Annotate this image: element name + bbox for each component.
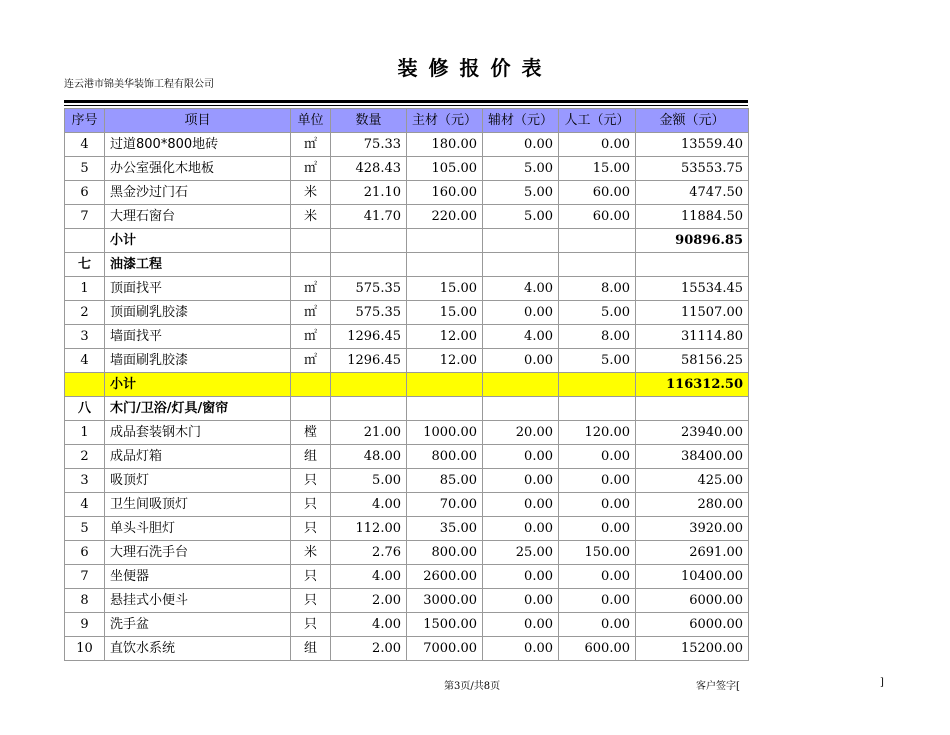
col-header-aux: 辅材（元） bbox=[483, 109, 559, 133]
table-row bbox=[65, 613, 749, 637]
cell-amount: 280.00 bbox=[636, 493, 749, 517]
cell-amount: 3920.00 bbox=[636, 517, 749, 541]
cell-main: 800.00 bbox=[407, 541, 483, 565]
cell-amount: 2691.00 bbox=[636, 541, 749, 565]
cell-unit: 只 bbox=[291, 493, 331, 517]
cell-main: 1500.00 bbox=[407, 613, 483, 637]
col-header-item: 项目 bbox=[105, 109, 291, 133]
cell-amount: 15534.45 bbox=[636, 277, 749, 301]
cell-aux bbox=[483, 229, 559, 253]
cell-item: 卫生间吸顶灯 bbox=[105, 493, 291, 517]
cell-qty: 4.00 bbox=[331, 565, 407, 589]
cell-item: 成品灯箱 bbox=[105, 445, 291, 469]
cell-aux: 0.00 bbox=[483, 493, 559, 517]
cell-aux: 0.00 bbox=[483, 469, 559, 493]
cell-labor: 0.00 bbox=[559, 589, 636, 613]
cell-aux: 4.00 bbox=[483, 325, 559, 349]
cell-qty: 4.00 bbox=[331, 493, 407, 517]
cell-amount: 58156.25 bbox=[636, 349, 749, 373]
table-row bbox=[65, 181, 749, 205]
cell-item: 大理石窗台 bbox=[105, 205, 291, 229]
table-row bbox=[65, 517, 749, 541]
cell-qty: 2.00 bbox=[331, 637, 407, 661]
cell-aux: 20.00 bbox=[483, 421, 559, 445]
cell-unit: 米 bbox=[291, 541, 331, 565]
table-row bbox=[65, 589, 749, 613]
cell-labor bbox=[559, 373, 636, 397]
cell-amount bbox=[636, 253, 749, 277]
cell-item: 小计 bbox=[105, 229, 291, 253]
section-row bbox=[65, 397, 749, 421]
cell-no bbox=[65, 373, 105, 397]
cell-unit bbox=[291, 229, 331, 253]
cell-qty: 4.00 bbox=[331, 613, 407, 637]
cell-aux: 0.00 bbox=[483, 517, 559, 541]
cell-labor: 5.00 bbox=[559, 349, 636, 373]
cell-amount: 38400.00 bbox=[636, 445, 749, 469]
cell-aux bbox=[483, 397, 559, 421]
col-header-amount: 金额（元） bbox=[636, 109, 749, 133]
cell-amount: 6000.00 bbox=[636, 589, 749, 613]
cell-amount: 13559.40 bbox=[636, 133, 749, 157]
cell-main: 3000.00 bbox=[407, 589, 483, 613]
cell-labor bbox=[559, 397, 636, 421]
cell-unit: 米 bbox=[291, 181, 331, 205]
cell-main: 220.00 bbox=[407, 205, 483, 229]
table-row bbox=[65, 301, 749, 325]
table-row bbox=[65, 541, 749, 565]
cell-labor: 0.00 bbox=[559, 493, 636, 517]
cell-unit: ㎡ bbox=[291, 133, 331, 157]
cell-qty: 48.00 bbox=[331, 445, 407, 469]
cell-qty: 112.00 bbox=[331, 517, 407, 541]
cell-main: 160.00 bbox=[407, 181, 483, 205]
col-header-unit: 单位 bbox=[291, 109, 331, 133]
cell-amount: 425.00 bbox=[636, 469, 749, 493]
cell-no: 5 bbox=[65, 157, 105, 181]
cell-no: 10 bbox=[65, 637, 105, 661]
cell-main: 35.00 bbox=[407, 517, 483, 541]
cell-aux: 0.00 bbox=[483, 565, 559, 589]
cell-no: 七 bbox=[65, 253, 105, 277]
cell-labor: 5.00 bbox=[559, 301, 636, 325]
quote-table bbox=[64, 108, 749, 661]
cell-amount: 53553.75 bbox=[636, 157, 749, 181]
cell-qty: 5.00 bbox=[331, 469, 407, 493]
cell-main: 2600.00 bbox=[407, 565, 483, 589]
cell-unit bbox=[291, 373, 331, 397]
cell-labor bbox=[559, 229, 636, 253]
cell-qty: 1296.45 bbox=[331, 349, 407, 373]
cell-main: 85.00 bbox=[407, 469, 483, 493]
cell-amount: 11507.00 bbox=[636, 301, 749, 325]
company-name: 连云港市锦美华装饰工程有限公司 bbox=[64, 79, 214, 90]
cell-main bbox=[407, 229, 483, 253]
cell-no: 7 bbox=[65, 205, 105, 229]
cell-qty: 21.00 bbox=[331, 421, 407, 445]
cell-aux: 5.00 bbox=[483, 205, 559, 229]
cell-labor: 150.00 bbox=[559, 541, 636, 565]
cell-item: 黑金沙过门石 bbox=[105, 181, 291, 205]
cell-item: 木门/卫浴/灯具/窗帘 bbox=[105, 397, 291, 421]
cell-item: 成品套装钢木门 bbox=[105, 421, 291, 445]
cell-unit: 组 bbox=[291, 637, 331, 661]
cell-aux: 0.00 bbox=[483, 613, 559, 637]
cell-no: 4 bbox=[65, 349, 105, 373]
cell-no: 1 bbox=[65, 277, 105, 301]
cell-qty: 41.70 bbox=[331, 205, 407, 229]
cell-labor: 0.00 bbox=[559, 517, 636, 541]
header-rule-thin bbox=[64, 105, 748, 106]
cell-no: 2 bbox=[65, 301, 105, 325]
col-header-main: 主材（元） bbox=[407, 109, 483, 133]
cell-aux bbox=[483, 253, 559, 277]
cell-no bbox=[65, 229, 105, 253]
cell-aux: 0.00 bbox=[483, 349, 559, 373]
cell-main: 180.00 bbox=[407, 133, 483, 157]
cell-unit: 组 bbox=[291, 445, 331, 469]
cell-labor: 60.00 bbox=[559, 205, 636, 229]
cell-main: 800.00 bbox=[407, 445, 483, 469]
cell-unit: 只 bbox=[291, 517, 331, 541]
cell-unit: 只 bbox=[291, 613, 331, 637]
page-number: 第3页/共8页 bbox=[444, 681, 501, 692]
cell-main: 12.00 bbox=[407, 325, 483, 349]
cell-no: 4 bbox=[65, 133, 105, 157]
table-row bbox=[65, 469, 749, 493]
cell-item: 洗手盆 bbox=[105, 613, 291, 637]
cell-qty: 2.00 bbox=[331, 589, 407, 613]
cell-no: 8 bbox=[65, 589, 105, 613]
cell-unit bbox=[291, 397, 331, 421]
table-row bbox=[65, 565, 749, 589]
cell-main: 15.00 bbox=[407, 301, 483, 325]
cell-labor: 8.00 bbox=[559, 325, 636, 349]
cell-qty bbox=[331, 253, 407, 277]
cell-aux: 25.00 bbox=[483, 541, 559, 565]
cell-amount: 116312.50 bbox=[636, 373, 749, 397]
cell-main: 70.00 bbox=[407, 493, 483, 517]
cell-aux: 0.00 bbox=[483, 445, 559, 469]
cell-amount: 90896.85 bbox=[636, 229, 749, 253]
cell-labor: 0.00 bbox=[559, 133, 636, 157]
cell-aux: 0.00 bbox=[483, 637, 559, 661]
cell-main: 12.00 bbox=[407, 349, 483, 373]
cell-no: 4 bbox=[65, 493, 105, 517]
cell-item: 吸顶灯 bbox=[105, 469, 291, 493]
cell-aux: 5.00 bbox=[483, 157, 559, 181]
table-row bbox=[65, 349, 749, 373]
cell-item: 直饮水系统 bbox=[105, 637, 291, 661]
table-row bbox=[65, 157, 749, 181]
customer-signature-close: ] bbox=[880, 677, 884, 688]
header-rule-thick bbox=[64, 100, 748, 103]
cell-item: 顶面刷乳胶漆 bbox=[105, 301, 291, 325]
cell-item: 大理石洗手台 bbox=[105, 541, 291, 565]
table-row bbox=[65, 445, 749, 469]
cell-amount bbox=[636, 397, 749, 421]
cell-no: 3 bbox=[65, 325, 105, 349]
table-header-row bbox=[65, 109, 749, 133]
cell-unit: ㎡ bbox=[291, 157, 331, 181]
cell-aux: 0.00 bbox=[483, 589, 559, 613]
cell-qty bbox=[331, 373, 407, 397]
cell-no: 9 bbox=[65, 613, 105, 637]
cell-no: 2 bbox=[65, 445, 105, 469]
cell-item: 墙面刷乳胶漆 bbox=[105, 349, 291, 373]
cell-aux: 5.00 bbox=[483, 181, 559, 205]
cell-main: 1000.00 bbox=[407, 421, 483, 445]
cell-aux: 4.00 bbox=[483, 277, 559, 301]
cell-unit: ㎡ bbox=[291, 349, 331, 373]
cell-aux bbox=[483, 373, 559, 397]
cell-labor: 0.00 bbox=[559, 469, 636, 493]
cell-aux: 0.00 bbox=[483, 301, 559, 325]
cell-unit: 樘 bbox=[291, 421, 331, 445]
cell-main bbox=[407, 397, 483, 421]
cell-item: 坐便器 bbox=[105, 565, 291, 589]
cell-qty: 575.35 bbox=[331, 301, 407, 325]
cell-item: 油漆工程 bbox=[105, 253, 291, 277]
cell-labor: 0.00 bbox=[559, 565, 636, 589]
cell-amount: 31114.80 bbox=[636, 325, 749, 349]
cell-qty bbox=[331, 229, 407, 253]
cell-unit: 只 bbox=[291, 469, 331, 493]
cell-item: 办公室强化木地板 bbox=[105, 157, 291, 181]
cell-no: 5 bbox=[65, 517, 105, 541]
cell-amount: 10400.00 bbox=[636, 565, 749, 589]
cell-no: 1 bbox=[65, 421, 105, 445]
table-row bbox=[65, 277, 749, 301]
cell-unit: ㎡ bbox=[291, 277, 331, 301]
cell-unit: ㎡ bbox=[291, 325, 331, 349]
section-row bbox=[65, 253, 749, 277]
cell-labor: 60.00 bbox=[559, 181, 636, 205]
cell-amount: 15200.00 bbox=[636, 637, 749, 661]
col-header-no: 序号 bbox=[65, 109, 105, 133]
cell-unit: 只 bbox=[291, 565, 331, 589]
cell-item: 墙面找平 bbox=[105, 325, 291, 349]
table-row bbox=[65, 133, 749, 157]
cell-main bbox=[407, 373, 483, 397]
cell-main bbox=[407, 253, 483, 277]
cell-amount: 6000.00 bbox=[636, 613, 749, 637]
cell-unit: ㎡ bbox=[291, 301, 331, 325]
cell-aux: 0.00 bbox=[483, 133, 559, 157]
cell-unit: 米 bbox=[291, 205, 331, 229]
cell-labor: 600.00 bbox=[559, 637, 636, 661]
cell-item: 顶面找平 bbox=[105, 277, 291, 301]
cell-main: 105.00 bbox=[407, 157, 483, 181]
cell-item: 单头斗胆灯 bbox=[105, 517, 291, 541]
cell-unit bbox=[291, 253, 331, 277]
cell-item: 过道800*800地砖 bbox=[105, 133, 291, 157]
cell-no: 6 bbox=[65, 181, 105, 205]
table-row bbox=[65, 325, 749, 349]
cell-labor: 0.00 bbox=[559, 613, 636, 637]
cell-qty: 575.35 bbox=[331, 277, 407, 301]
table-row bbox=[65, 493, 749, 517]
cell-no: 6 bbox=[65, 541, 105, 565]
cell-main: 15.00 bbox=[407, 277, 483, 301]
subtotal-row bbox=[65, 229, 749, 253]
cell-labor: 15.00 bbox=[559, 157, 636, 181]
cell-qty: 21.10 bbox=[331, 181, 407, 205]
page-title: 装修报价表 bbox=[397, 56, 553, 80]
cell-qty: 2.76 bbox=[331, 541, 407, 565]
cell-labor: 120.00 bbox=[559, 421, 636, 445]
table-row bbox=[65, 637, 749, 661]
col-header-qty: 数量 bbox=[331, 109, 407, 133]
cell-no: 八 bbox=[65, 397, 105, 421]
cell-labor: 8.00 bbox=[559, 277, 636, 301]
cell-labor: 0.00 bbox=[559, 445, 636, 469]
col-header-labor: 人工（元） bbox=[559, 109, 636, 133]
subtotal-row bbox=[65, 373, 749, 397]
cell-qty bbox=[331, 397, 407, 421]
cell-item: 悬挂式小便斗 bbox=[105, 589, 291, 613]
customer-signature-label: 客户签字[ bbox=[696, 681, 740, 692]
table-row bbox=[65, 205, 749, 229]
cell-item: 小计 bbox=[105, 373, 291, 397]
cell-no: 7 bbox=[65, 565, 105, 589]
cell-qty: 1296.45 bbox=[331, 325, 407, 349]
cell-main: 7000.00 bbox=[407, 637, 483, 661]
cell-qty: 75.33 bbox=[331, 133, 407, 157]
table-row bbox=[65, 421, 749, 445]
cell-amount: 23940.00 bbox=[636, 421, 749, 445]
cell-amount: 11884.50 bbox=[636, 205, 749, 229]
cell-qty: 428.43 bbox=[331, 157, 407, 181]
cell-amount: 4747.50 bbox=[636, 181, 749, 205]
cell-unit: 只 bbox=[291, 589, 331, 613]
cell-no: 3 bbox=[65, 469, 105, 493]
cell-labor bbox=[559, 253, 636, 277]
